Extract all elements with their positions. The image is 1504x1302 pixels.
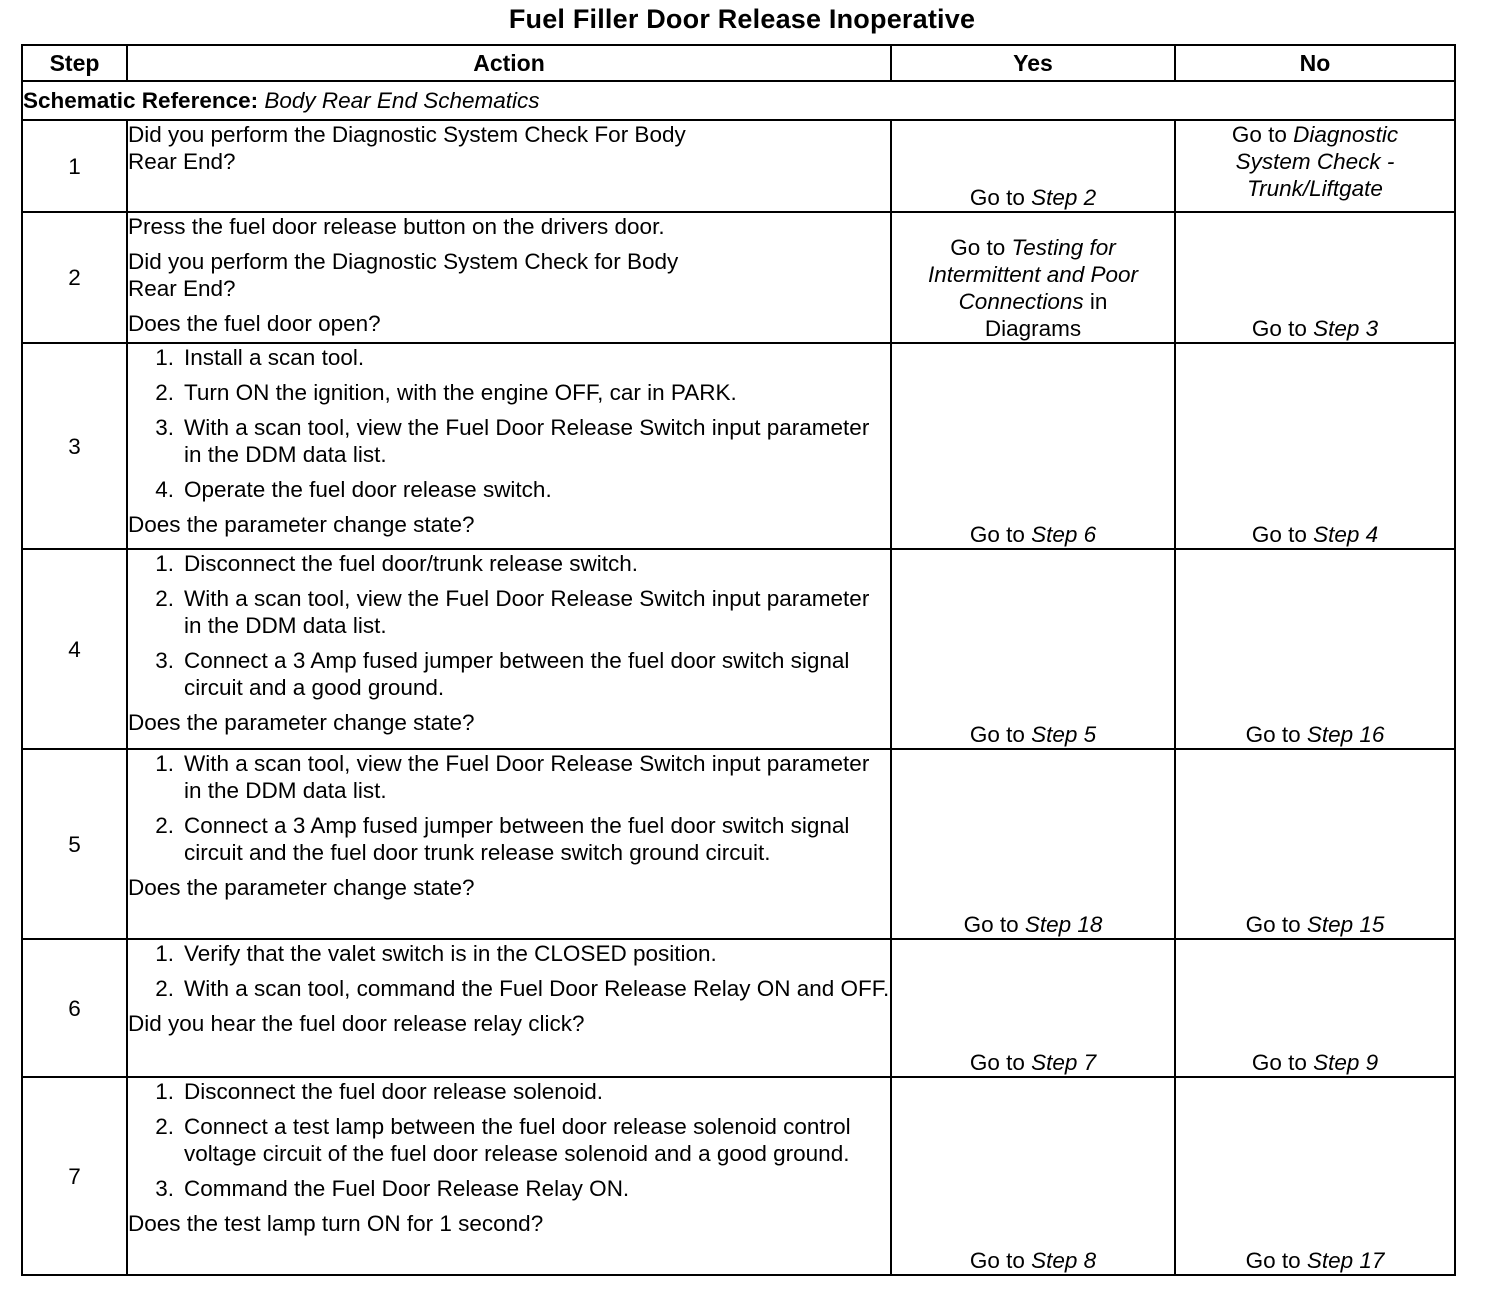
action-item: 3. Command the Fuel Door Release Relay ON. bbox=[155, 1176, 630, 1201]
schematic-reference-label: Schematic Reference: bbox=[23, 88, 259, 113]
no-link[interactable]: Trunk/Liftgate bbox=[1247, 176, 1383, 201]
action-item: 1. Install a scan tool. bbox=[155, 345, 365, 370]
step-number: 2 bbox=[22, 212, 127, 343]
no-link[interactable]: Step 4 bbox=[1313, 522, 1379, 547]
header-row bbox=[22, 45, 1455, 81]
step-row-6 bbox=[22, 939, 1455, 1077]
yes-link[interactable]: Step 7 bbox=[1031, 1050, 1097, 1075]
action-item: 2. Turn ON the ignition, with the engine OFF, car in PARK. bbox=[155, 380, 737, 405]
no-cell bbox=[1175, 343, 1455, 549]
step-number: 3 bbox=[22, 343, 127, 549]
yes-prefix: Go to bbox=[969, 1050, 1032, 1075]
action-question: Does the parameter change state? bbox=[128, 875, 475, 900]
no-link[interactable]: Step 15 bbox=[1306, 912, 1385, 937]
no-cell bbox=[1175, 1077, 1455, 1275]
no-link[interactable]: Step 17 bbox=[1306, 1248, 1385, 1273]
yes-cell bbox=[891, 343, 1175, 549]
no-prefix: Go to bbox=[1245, 912, 1307, 937]
action-item: 2. With a scan tool, command the Fuel Door Release Relay ON and OFF. bbox=[155, 976, 890, 1001]
header-yes: Yes bbox=[891, 45, 1175, 81]
yes-link[interactable]: Intermittent and Poor bbox=[927, 262, 1139, 287]
step-row-2 bbox=[22, 212, 1455, 343]
no-link[interactable]: System Check - bbox=[1235, 149, 1395, 174]
action-question: Does the test lamp turn ON for 1 second? bbox=[128, 1211, 544, 1236]
no-prefix: Go to bbox=[1251, 316, 1314, 341]
no-link[interactable]: Step 9 bbox=[1313, 1050, 1379, 1075]
action-line: Did you perform the Diagnostic System Check for Body bbox=[128, 249, 679, 274]
step-action bbox=[127, 939, 891, 1077]
yes-cell bbox=[891, 1077, 1175, 1275]
yes-prefix: Go to bbox=[963, 912, 1025, 937]
yes-prefix: Go to bbox=[969, 1248, 1032, 1273]
action-item: 1. Disconnect the fuel door/trunk release switch. bbox=[155, 551, 638, 576]
yes-prefix: Go to bbox=[969, 185, 1032, 210]
step-number: 1 bbox=[22, 120, 127, 212]
action-item: 2. Connect a 3 Amp fused jumper between the fuel door switch signal circuit and the fuel door trunk release switch ground circuit. bbox=[155, 813, 850, 865]
yes-prefix: Go to bbox=[969, 522, 1032, 547]
step-number: 7 bbox=[22, 1077, 127, 1275]
no-cell bbox=[1175, 749, 1455, 939]
action-item: 2. With a scan tool, view the Fuel Door Release Switch input parameter in the DDM data list. bbox=[155, 586, 870, 638]
yes-link[interactable]: Step 5 bbox=[1031, 722, 1097, 747]
header-no: No bbox=[1175, 45, 1455, 81]
yes-link[interactable]: Step 8 bbox=[1031, 1248, 1097, 1273]
no-link[interactable]: Step 3 bbox=[1313, 316, 1379, 341]
no-link[interactable]: Diagnostic bbox=[1293, 122, 1399, 147]
step-action bbox=[127, 343, 891, 549]
schematic-reference-row bbox=[22, 81, 1455, 120]
action-question: Does the parameter change state? bbox=[128, 512, 475, 537]
no-prefix: Go to bbox=[1251, 1050, 1314, 1075]
action-question: Did you hear the fuel door release relay click? bbox=[128, 1011, 585, 1036]
yes-cell bbox=[891, 749, 1175, 939]
yes-link[interactable]: Testing for bbox=[1011, 235, 1116, 260]
step-number: 5 bbox=[22, 749, 127, 939]
yes-prefix: Go to bbox=[969, 722, 1032, 747]
step-row-5 bbox=[22, 749, 1455, 939]
no-prefix: Go to bbox=[1251, 522, 1314, 547]
yes-cell bbox=[891, 939, 1175, 1077]
yes-link[interactable]: Step 2 bbox=[1031, 185, 1097, 210]
step-action bbox=[127, 549, 891, 749]
no-prefix: Go to bbox=[1231, 122, 1294, 147]
step-row-7 bbox=[22, 1077, 1455, 1275]
action-item: 3. Connect a 3 Amp fused jumper between the fuel door switch signal circuit and a good ground. bbox=[155, 648, 850, 700]
step-number: 6 bbox=[22, 939, 127, 1077]
yes-link[interactable]: Step 6 bbox=[1031, 522, 1097, 547]
step-action bbox=[127, 120, 891, 212]
page-title: Fuel Filler Door Release Inoperative bbox=[508, 4, 976, 34]
yes-prefix: Go to bbox=[950, 235, 1012, 260]
action-line: Rear End? bbox=[128, 276, 236, 301]
yes-cell bbox=[891, 549, 1175, 749]
yes-suffix: in bbox=[1083, 289, 1108, 314]
yes-cell bbox=[891, 120, 1175, 212]
step-number: 4 bbox=[22, 549, 127, 749]
header-action: Action bbox=[127, 45, 891, 81]
no-cell bbox=[1175, 212, 1455, 343]
no-cell bbox=[1175, 549, 1455, 749]
action-item: 1. Disconnect the fuel door release solenoid. bbox=[155, 1079, 604, 1104]
action-item: 2. Connect a test lamp between the fuel door release solenoid control voltage circuit of the fuel door release solenoid and a good ground. bbox=[155, 1114, 851, 1166]
no-cell bbox=[1175, 939, 1455, 1077]
step-row-1 bbox=[22, 120, 1455, 212]
no-link[interactable]: Step 16 bbox=[1306, 722, 1385, 747]
schematic-reference bbox=[22, 81, 1455, 120]
step-action bbox=[127, 212, 891, 343]
no-cell bbox=[1175, 120, 1455, 212]
step-row-3 bbox=[22, 343, 1455, 549]
action-item: 1. Verify that the valet switch is in the CLOSED position. bbox=[155, 941, 717, 966]
action-question: Does the fuel door open? bbox=[128, 311, 381, 336]
schematic-reference-link[interactable]: Body Rear End Schematics bbox=[264, 88, 540, 113]
yes-link[interactable]: Connections bbox=[958, 289, 1084, 314]
diagnostic-table bbox=[21, 44, 1456, 1276]
action-question-block bbox=[128, 248, 890, 302]
step-action bbox=[127, 749, 891, 939]
no-prefix: Go to bbox=[1245, 722, 1307, 747]
action-intro: Press the fuel door release button on the drivers door. bbox=[128, 214, 665, 239]
step-action bbox=[127, 1077, 891, 1275]
action-question: Does the parameter change state? bbox=[128, 710, 475, 735]
yes-link[interactable]: Step 18 bbox=[1024, 912, 1103, 937]
action-item: 1. With a scan tool, view the Fuel Door Release Switch input parameter in the DDM data list. bbox=[155, 751, 870, 803]
step-row-4 bbox=[22, 549, 1455, 749]
action-item: 3. With a scan tool, view the Fuel Door Release Switch input parameter in the DDM data list. bbox=[155, 415, 870, 467]
action-line: Did you perform the Diagnostic System Check For Body bbox=[128, 122, 686, 147]
action-line: Rear End? bbox=[128, 149, 236, 174]
no-prefix: Go to bbox=[1245, 1248, 1307, 1273]
yes-line: Diagrams bbox=[984, 316, 1082, 341]
yes-cell bbox=[891, 212, 1175, 343]
action-item: 4. Operate the fuel door release switch. bbox=[155, 477, 552, 502]
header-step: Step bbox=[22, 45, 127, 81]
